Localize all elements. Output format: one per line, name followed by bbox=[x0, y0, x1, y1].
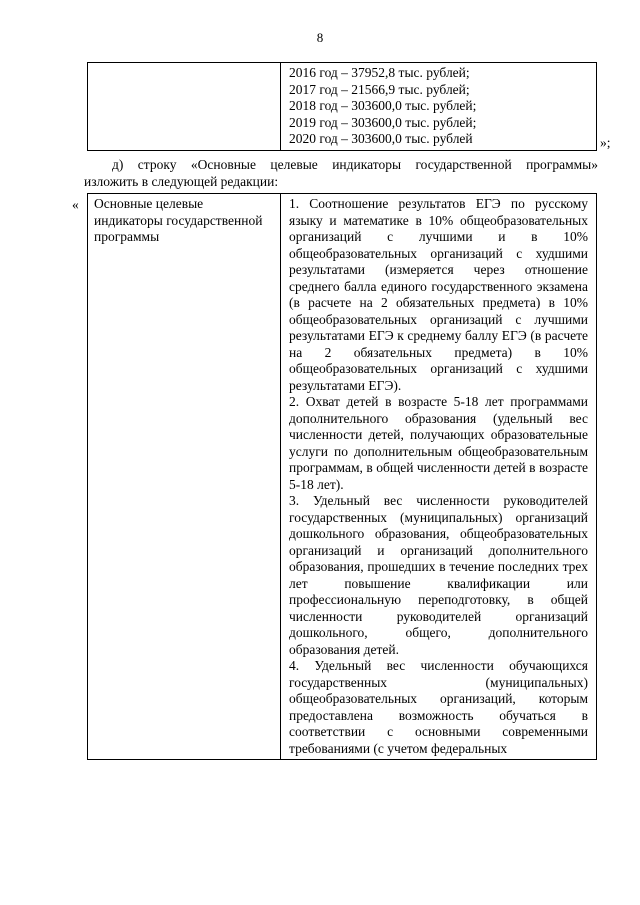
funding-year-line: 2020 год – 303600,0 тыс. рублей bbox=[289, 131, 473, 146]
funding-year-line: 2016 год – 37952,8 тыс. рублей; bbox=[289, 65, 470, 80]
indicator-item: 4. Удельный вес численности обучающихся государственных (муниципальных) общеобразовательных организаций, которым предоставлена возможность обучаться в соответствии с основными современными требованиями (с учетом федеральных bbox=[289, 658, 588, 756]
paragraph-line: изложить в следующей редакции: bbox=[84, 173, 279, 189]
funding-years-cell bbox=[281, 63, 597, 151]
funding-year-line: 2017 год – 21566,9 тыс. рублей; bbox=[289, 81, 470, 97]
paragraph-line: д) строку «Основные целевые индикаторы государственной программы» bbox=[112, 157, 598, 172]
table-row bbox=[88, 63, 597, 151]
indicators-label: Основные целевые индикаторы государственной программы bbox=[94, 196, 263, 244]
indicators-label-cell bbox=[88, 194, 281, 760]
indicators-table bbox=[87, 193, 597, 760]
indicator-item: 3. Удельный вес численности руководителей государственных (муниципальных) организаций дошкольного образования, общеобразовательных организаций и организаций дополнительного образования, прошедших в течение последних трех лет повышение квалификации или профессиональную переподготовку, в общей численности руководителей организаций дошкольного, общего, дополнительного образования детей. bbox=[289, 493, 588, 657]
funding-table bbox=[87, 62, 597, 151]
indicators-list-cell bbox=[281, 194, 597, 760]
table-cell-empty bbox=[88, 63, 281, 151]
closing-quote: »; bbox=[600, 135, 611, 150]
funding-year-line: 2018 год – 303600,0 тыс. рублей; bbox=[289, 98, 477, 113]
table-row bbox=[88, 194, 597, 760]
indicator-item: 1. Соотношение результатов ЕГЭ по русскому языку и математике в 10% общеобразовательных организаций с лучшими и в 10% общеобразовательных организаций с худшими результатами (измеряется через отношение среднего балла единого государственного экзамена (в расчете на 2 обязательных предмета) в 10% общеобразовательных организаций с лучшими результатами ЕГЭ к среднему баллу ЕГЭ (в расчете на 2 обязательных предмета) в 10% общеобразовательных организаций с худшими результатами ЕГЭ). bbox=[289, 196, 588, 393]
funding-year-line: 2019 год – 303600,0 тыс. рублей; bbox=[289, 114, 477, 130]
amendment-paragraph bbox=[84, 157, 598, 190]
page-number: 8 bbox=[316, 30, 324, 45]
opening-quote: « bbox=[72, 197, 79, 212]
indicator-item: 2. Охват детей в возрасте 5-18 лет программами дополнительного образования (удельный вес численности детей, получающих образовательные услуги по дополнительным общеобразовательным программам, в общей численности детей в возрасте 5-18 лет). bbox=[289, 394, 588, 492]
